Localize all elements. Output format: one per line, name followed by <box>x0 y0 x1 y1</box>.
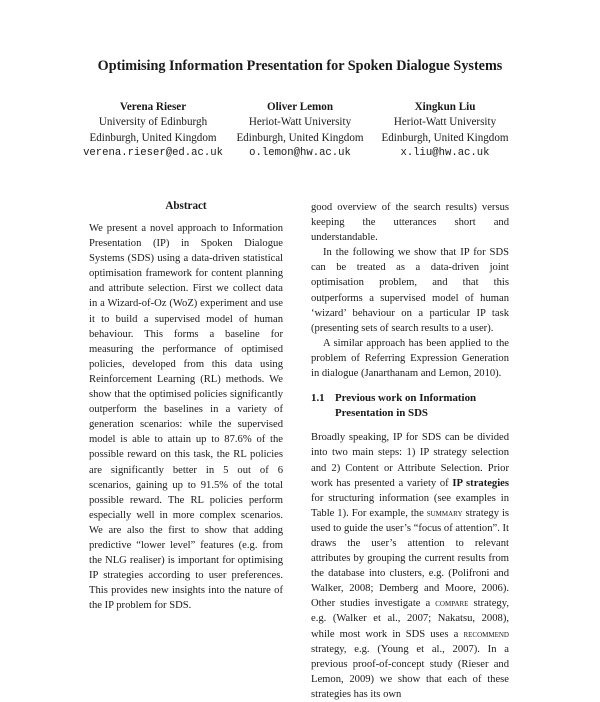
text-run-smallcaps: summary <box>426 507 463 519</box>
author-name: Oliver Lemon <box>266 101 334 113</box>
author-affiliation: Heriot-Watt University <box>248 116 352 129</box>
text-run: Broadly speaking, IP for SDS can be divided into two main steps: 1) IP strategy selection and 2) Content or Attribute Selection. Prior work has presented a variety of <box>311 432 509 489</box>
paper-title: Optimising Information Presentation for Spoken Dialogue Systems <box>97 58 503 74</box>
paragraph-approach: In the following we show that IP for SDS can be treated as a data-driven joint optimisation problem, and that this outperforms a supervised model of human ‘wizard’ behaviour on a particular IP task (presenting sets of search results to a user). <box>311 247 509 334</box>
author-email: x.liu@hw.ac.uk <box>400 147 490 160</box>
author-email: o.lemon@hw.ac.uk <box>249 147 351 160</box>
subsection-heading <box>311 391 509 421</box>
right-column <box>311 200 509 702</box>
abstract-heading: Abstract <box>165 200 207 212</box>
author-location: Edinburgh, United Kingdom <box>381 131 509 144</box>
text-run-smallcaps: recommend <box>463 628 509 640</box>
paragraph-similar-approach: A similar approach has been applied to the problem of Referring Expression Generation in dialogue (Janarthanam and Lemon, 2010). <box>311 337 509 380</box>
text-run-bold: IP strategies <box>452 477 509 489</box>
left-column <box>89 200 283 613</box>
subsection-number: 1.1 <box>311 392 325 405</box>
author-name: Xingkun Liu <box>414 101 476 113</box>
text-run-smallcaps: compare <box>435 598 469 610</box>
text-run: strategy, e.g. (Walker et al., 2007; Nakatsu, 2008), while most work in SDS uses a <box>311 598 509 640</box>
author-location: Edinburgh, United Kingdom <box>236 131 364 144</box>
subsection-title: Previous work on Information Presentation in SDS <box>335 392 477 420</box>
abstract-text: We present a novel approach to Information Presentation (IP) in Spoken Dialogue Systems (SDS) using a data-driven statistical optimisation framework for content planning and attribute selection. First we collect data in a Wizard-of-Oz (WoZ) experiment and use it to build a supervised model of human behaviour. This forms a baseline for measuring the performance of optimised policies, developed from this data using Reinforcement Learning (RL) methods. We show that the optimised policies significantly outperform the baselines in a variety of generation scenarios: while the supervised model is able to attain up to 87.6% of the possible reward on this task, the RL policies are significantly better in 5 out of 6 scenarios, gaining up to 91.5% of the total possible reward. The RL policies perform especially well in more complex scenarios. We are also the first to show that adding predictive “lower level” features (e.g. from the NLG realiser) is important for optimising IP strategies according to user preferences. This provides new insights into the nature of the IP problem for SDS. <box>89 223 283 612</box>
text-run: for structuring information (see examples in Table 1). For example, the <box>311 492 509 519</box>
author-block-liu <box>370 100 520 162</box>
author-affiliation: University of Edinburgh <box>98 116 208 129</box>
author-email: verena.rieser@ed.ac.uk <box>83 147 223 160</box>
author-block-rieser <box>63 100 243 162</box>
text-run: strategy, e.g. (Young et al., 2007). In a previous proof-of-concept study (Rieser and Lemon, 2009) we show that each of these strategies has its own <box>311 643 509 700</box>
paragraph-previous-work <box>311 430 509 702</box>
author-block-lemon <box>230 100 370 162</box>
text-run: strategy is used to guide the user’s “focus of attention”. It draws the user’s attention to relevant attributes by grouping the current results from the database into clusters, e.g. (Polifroni and Walker, 2008; Demberg and Moore, 2006). Other studies investigate a <box>311 507 510 610</box>
author-affiliation: Heriot-Watt University <box>393 116 497 129</box>
author-location: Edinburgh, United Kingdom <box>89 131 217 144</box>
paragraph-continued: good overview of the search results) versus keeping the utterances short and understandable. <box>311 202 509 244</box>
author-name: Verena Rieser <box>119 101 187 113</box>
